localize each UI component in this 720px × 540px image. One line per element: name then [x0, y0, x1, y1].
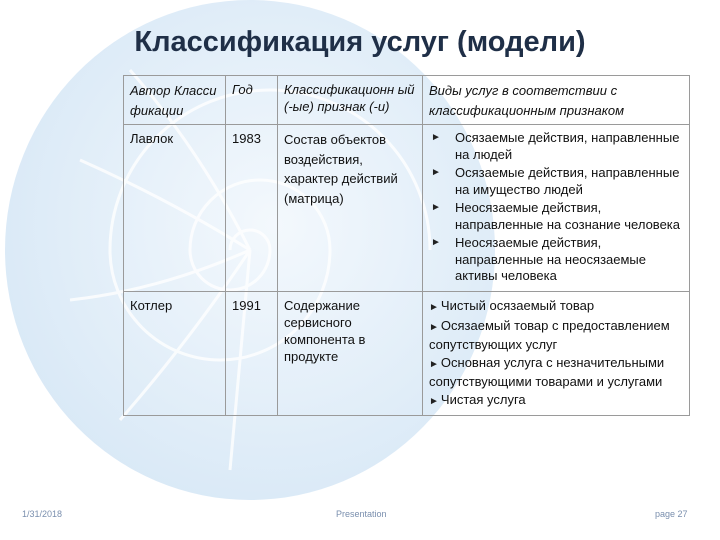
header-types: Виды услуг в соответствии с классификационным признаком — [423, 76, 690, 125]
service-types-list — [429, 130, 683, 285]
list-item: ► Осязаемый товар с предоставлением сопутствующих услуг — [429, 317, 670, 352]
header-criterion: Классификационн ый (-ые) признак (-и) — [278, 76, 423, 125]
header-year: Год — [226, 76, 278, 125]
right-triangle-arrow-icon: ► — [429, 301, 439, 313]
list-item: ► Чистый осязаемый товар — [429, 297, 595, 313]
footer-page-number: page 27 — [655, 509, 688, 519]
right-triangle-arrow-icon: ► — [429, 321, 439, 333]
right-triangle-arrow-icon: ► — [431, 132, 441, 143]
cell-author: Лавлок — [124, 125, 226, 292]
cell-author: Котлер — [124, 291, 226, 415]
right-triangle-arrow-icon: ► — [431, 237, 441, 248]
right-triangle-arrow-icon: ► — [429, 395, 439, 407]
list-item: ► Неосязаемые действия, направленные на неосязаемые активы человека — [431, 235, 647, 283]
service-types-list — [429, 297, 683, 410]
cell-criterion: Состав объектов воздействия, характер действий (матрица) — [278, 125, 423, 292]
list-item: ► Основная услуга с незначительными сопутствующими товарами и услугами — [429, 354, 665, 389]
table-row — [124, 125, 690, 292]
table-header-row — [124, 76, 690, 125]
footer-date: 1/31/2018 — [22, 509, 63, 519]
list-item: ► Чистая услуга — [429, 391, 526, 407]
right-triangle-arrow-icon: ► — [429, 358, 439, 370]
classification-table — [123, 75, 690, 416]
list-item: ► Осязаемые действия, направленные на людей — [431, 130, 680, 162]
header-author: Автор Класси фикации — [124, 76, 226, 125]
cell-types — [423, 291, 690, 415]
list-item: ► Осязаемые действия, направленные на имущество людей — [431, 165, 680, 197]
table-row — [124, 291, 690, 415]
cell-criterion: Содержание сервисного компонента в продукте — [278, 291, 423, 415]
footer-center: Presentation — [336, 509, 387, 519]
cell-types — [423, 125, 690, 292]
page-title: Классификация услуг (модели) — [134, 26, 586, 58]
right-triangle-arrow-icon: ► — [431, 167, 441, 178]
right-triangle-arrow-icon: ► — [431, 202, 441, 213]
cell-year: 1991 — [226, 291, 278, 415]
list-item: ► Неосязаемые действия, направленные на сознание человека — [431, 200, 681, 232]
cell-year: 1983 — [226, 125, 278, 292]
